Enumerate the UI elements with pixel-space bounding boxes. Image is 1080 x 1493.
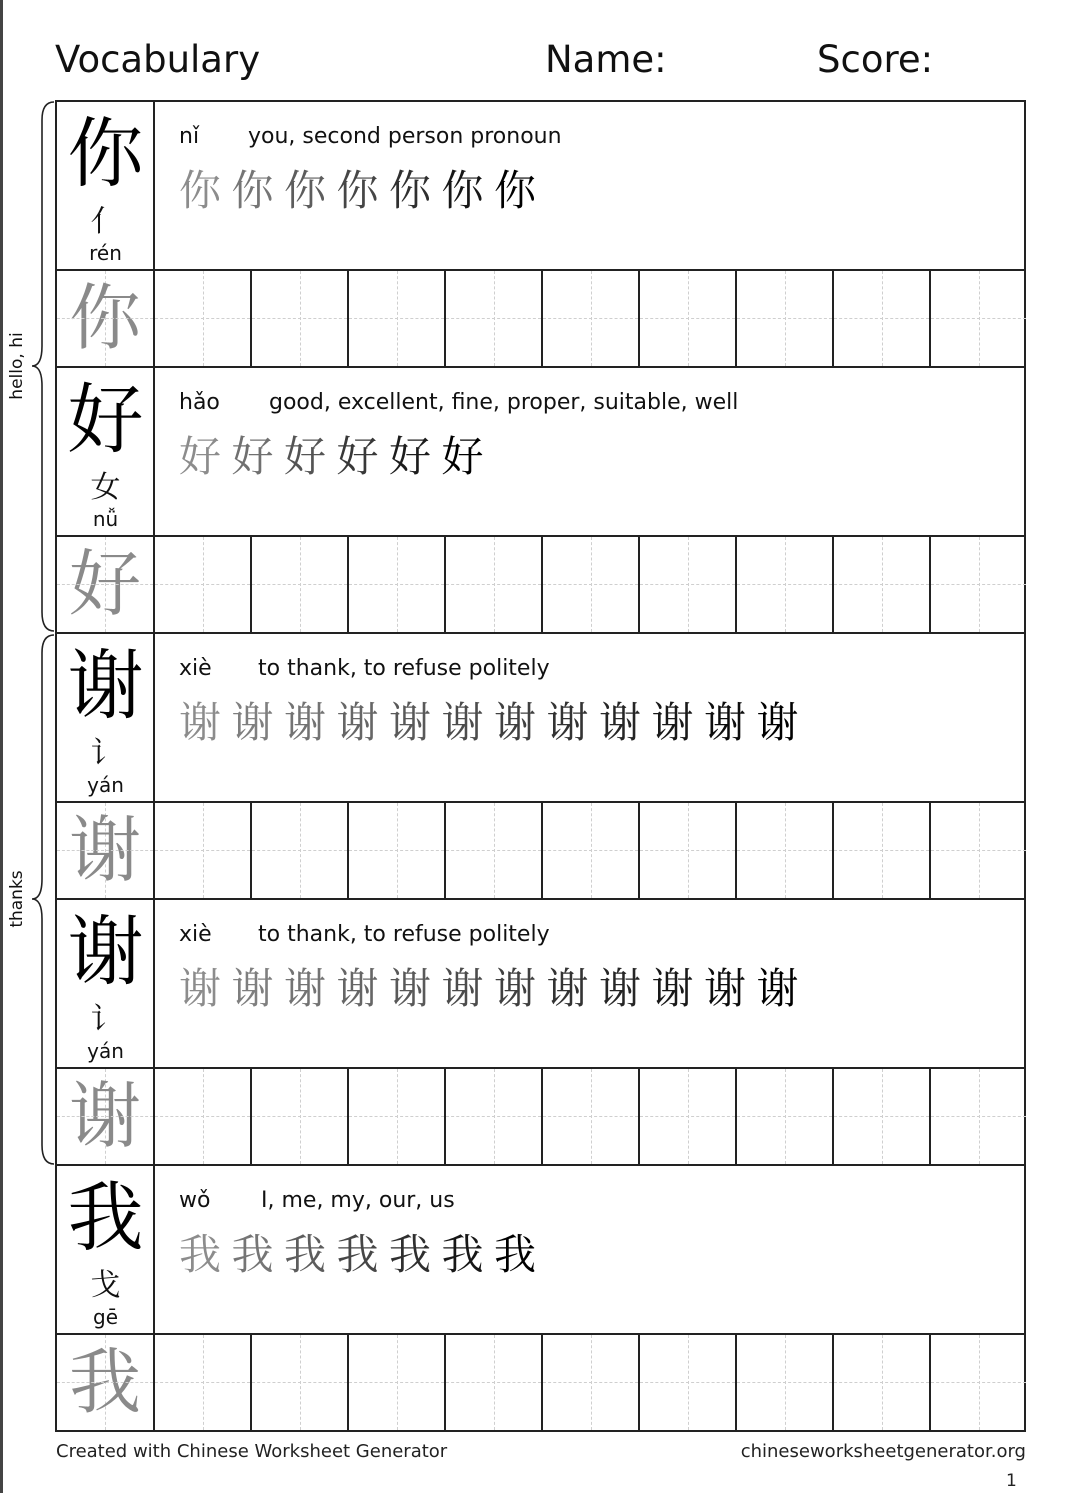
stroke-step: 谢 bbox=[336, 698, 379, 747]
meaning: you, second person pronoun bbox=[248, 124, 562, 149]
stroke-step: 谢 bbox=[284, 698, 327, 747]
stroke-step: 谢 bbox=[494, 964, 537, 1013]
practice-cell[interactable] bbox=[541, 803, 638, 898]
practice-cell[interactable] bbox=[638, 803, 735, 898]
practice-cell[interactable] bbox=[832, 537, 929, 632]
vocab-character: 我 bbox=[67, 1173, 144, 1262]
stroke-step: 我 bbox=[494, 1230, 537, 1279]
trace-character: 谢 bbox=[68, 808, 141, 892]
group-label-thanks: thanks bbox=[7, 870, 27, 928]
trace-cell bbox=[57, 1069, 153, 1164]
practice-cell[interactable] bbox=[638, 1069, 735, 1164]
vocab-entry bbox=[55, 1164, 1026, 1333]
practice-cell[interactable] bbox=[153, 271, 250, 366]
stroke-step: 好 bbox=[336, 432, 379, 481]
stroke-step: 我 bbox=[389, 1230, 432, 1279]
pinyin: xiè bbox=[179, 922, 212, 947]
practice-cell[interactable] bbox=[541, 1069, 638, 1164]
score-label: Score: bbox=[817, 38, 934, 81]
stroke-step: 我 bbox=[179, 1230, 222, 1279]
stroke-step: 你 bbox=[389, 166, 432, 215]
practice-cell[interactable] bbox=[250, 803, 347, 898]
group-brace-thanks bbox=[26, 633, 56, 1166]
practice-cell[interactable] bbox=[444, 1069, 541, 1164]
practice-row bbox=[55, 269, 1026, 366]
stroke-step: 好 bbox=[441, 432, 484, 481]
practice-cell[interactable] bbox=[735, 1069, 832, 1164]
trace-character: 好 bbox=[68, 542, 141, 626]
meaning: good, excellent, fine, proper, suitable, well bbox=[269, 390, 739, 415]
practice-cell[interactable] bbox=[832, 1069, 929, 1164]
radical: 女 bbox=[90, 470, 121, 505]
practice-cell[interactable] bbox=[638, 271, 735, 366]
stroke-step: 谢 bbox=[546, 698, 589, 747]
practice-cell[interactable] bbox=[444, 1335, 541, 1430]
practice-cell[interactable] bbox=[541, 537, 638, 632]
radical: 讠 bbox=[90, 736, 121, 771]
stroke-step: 谢 bbox=[704, 698, 747, 747]
practice-row bbox=[55, 535, 1026, 632]
pinyin: wǒ bbox=[179, 1188, 211, 1213]
practice-cell[interactable] bbox=[153, 537, 250, 632]
meaning: I, me, my, our, us bbox=[261, 1188, 455, 1213]
practice-cell[interactable] bbox=[347, 1335, 444, 1430]
practice-cell[interactable] bbox=[735, 1335, 832, 1430]
practice-cell[interactable] bbox=[929, 1069, 1026, 1164]
trace-character: 你 bbox=[68, 276, 141, 360]
trace-character: 谢 bbox=[68, 1074, 141, 1158]
vocab-character: 谢 bbox=[67, 907, 144, 996]
practice-cell[interactable] bbox=[153, 803, 250, 898]
footer-website: chineseworksheetgenerator.org bbox=[740, 1441, 1026, 1462]
vocab-character: 谢 bbox=[67, 641, 144, 730]
practice-cell[interactable] bbox=[250, 271, 347, 366]
practice-cell[interactable] bbox=[347, 803, 444, 898]
pinyin: nǐ bbox=[179, 124, 200, 149]
stroke-step: 我 bbox=[284, 1230, 327, 1279]
trace-cell bbox=[57, 1335, 153, 1430]
stroke-step: 谢 bbox=[284, 964, 327, 1013]
practice-cell[interactable] bbox=[250, 1069, 347, 1164]
radical: 亻 bbox=[90, 204, 121, 239]
vocab-entry bbox=[55, 898, 1026, 1067]
practice-cell[interactable] bbox=[153, 1335, 250, 1430]
practice-cell[interactable] bbox=[638, 1335, 735, 1430]
worksheet-title: Vocabulary bbox=[55, 38, 261, 81]
radical-pinyin: gē bbox=[93, 1305, 118, 1329]
trace-character: 我 bbox=[68, 1340, 141, 1424]
meaning: to thank, to refuse politely bbox=[258, 656, 550, 681]
stroke-order bbox=[179, 696, 809, 750]
stroke-step: 你 bbox=[441, 166, 484, 215]
practice-cell[interactable] bbox=[929, 1335, 1026, 1430]
stroke-order bbox=[179, 164, 547, 218]
stroke-step: 谢 bbox=[494, 698, 537, 747]
stroke-step: 谢 bbox=[231, 964, 274, 1013]
practice-cell[interactable] bbox=[250, 1335, 347, 1430]
practice-row bbox=[55, 1333, 1026, 1432]
practice-cell[interactable] bbox=[444, 537, 541, 632]
practice-cell[interactable] bbox=[638, 537, 735, 632]
stroke-step: 谢 bbox=[389, 698, 432, 747]
stroke-step: 谢 bbox=[179, 698, 222, 747]
practice-cell[interactable] bbox=[735, 271, 832, 366]
stroke-step: 谢 bbox=[651, 964, 694, 1013]
practice-cell[interactable] bbox=[832, 271, 929, 366]
stroke-step: 你 bbox=[179, 166, 222, 215]
pinyin: xiè bbox=[179, 656, 212, 681]
practice-cell[interactable] bbox=[541, 271, 638, 366]
practice-cell[interactable] bbox=[347, 271, 444, 366]
name-label: Name: bbox=[545, 38, 667, 81]
stroke-order bbox=[179, 962, 809, 1016]
group-label-hello: hello, hi bbox=[7, 332, 27, 400]
worksheet-grid bbox=[55, 100, 1026, 1430]
stroke-step: 谢 bbox=[599, 964, 642, 1013]
stroke-step: 谢 bbox=[389, 964, 432, 1013]
meaning: to thank, to refuse politely bbox=[258, 922, 550, 947]
radical: 讠 bbox=[90, 1002, 121, 1037]
practice-cell[interactable] bbox=[444, 803, 541, 898]
practice-cell[interactable] bbox=[153, 1069, 250, 1164]
vocab-entry bbox=[55, 100, 1026, 269]
trace-cell bbox=[57, 803, 153, 898]
stroke-order bbox=[179, 430, 494, 484]
practice-cell[interactable] bbox=[735, 537, 832, 632]
radical: 戈 bbox=[90, 1268, 121, 1303]
vocab-character: 好 bbox=[67, 375, 144, 464]
page-number: 1 bbox=[1006, 1471, 1017, 1491]
practice-cell[interactable] bbox=[832, 803, 929, 898]
stroke-step: 好 bbox=[284, 432, 327, 481]
stroke-step: 好 bbox=[389, 432, 432, 481]
radical-pinyin: nǚ bbox=[92, 507, 119, 531]
stroke-step: 我 bbox=[336, 1230, 379, 1279]
stroke-step: 谢 bbox=[704, 964, 747, 1013]
stroke-step: 谢 bbox=[599, 698, 642, 747]
stroke-step: 我 bbox=[231, 1230, 274, 1279]
stroke-step: 谢 bbox=[756, 964, 799, 1013]
vocab-character: 你 bbox=[67, 109, 144, 198]
stroke-step: 好 bbox=[179, 432, 222, 481]
stroke-step: 你 bbox=[231, 166, 274, 215]
practice-cell[interactable] bbox=[347, 537, 444, 632]
practice-row bbox=[55, 1067, 1026, 1164]
stroke-step: 谢 bbox=[546, 964, 589, 1013]
stroke-step: 谢 bbox=[651, 698, 694, 747]
stroke-step: 我 bbox=[441, 1230, 484, 1279]
stroke-step: 谢 bbox=[441, 964, 484, 1013]
practice-cell[interactable] bbox=[832, 1335, 929, 1430]
stroke-step: 好 bbox=[231, 432, 274, 481]
page-edge bbox=[0, 0, 3, 1493]
stroke-step: 谢 bbox=[231, 698, 274, 747]
radical-pinyin: yán bbox=[87, 773, 124, 797]
stroke-step: 谢 bbox=[336, 964, 379, 1013]
practice-cell[interactable] bbox=[929, 803, 1026, 898]
stroke-step: 谢 bbox=[441, 698, 484, 747]
stroke-step: 你 bbox=[336, 166, 379, 215]
practice-cell[interactable] bbox=[250, 537, 347, 632]
practice-row bbox=[55, 801, 1026, 898]
practice-cell[interactable] bbox=[541, 1335, 638, 1430]
stroke-step: 谢 bbox=[179, 964, 222, 1013]
footer-credit: Created with Chinese Worksheet Generator bbox=[56, 1441, 448, 1462]
trace-cell bbox=[57, 537, 153, 632]
stroke-step: 你 bbox=[494, 166, 537, 215]
radical-pinyin: rén bbox=[89, 241, 122, 265]
practice-cell[interactable] bbox=[444, 271, 541, 366]
stroke-step: 你 bbox=[284, 166, 327, 215]
practice-cell[interactable] bbox=[929, 271, 1026, 366]
practice-cell[interactable] bbox=[347, 1069, 444, 1164]
radical-pinyin: yán bbox=[87, 1039, 124, 1063]
vocab-entry bbox=[55, 632, 1026, 801]
stroke-step: 谢 bbox=[756, 698, 799, 747]
trace-cell bbox=[57, 271, 153, 366]
pinyin: hǎo bbox=[179, 390, 220, 415]
practice-cell[interactable] bbox=[735, 803, 832, 898]
stroke-order bbox=[179, 1228, 547, 1282]
vocab-entry bbox=[55, 366, 1026, 535]
practice-cell[interactable] bbox=[929, 537, 1026, 632]
group-brace-hello bbox=[26, 100, 56, 633]
